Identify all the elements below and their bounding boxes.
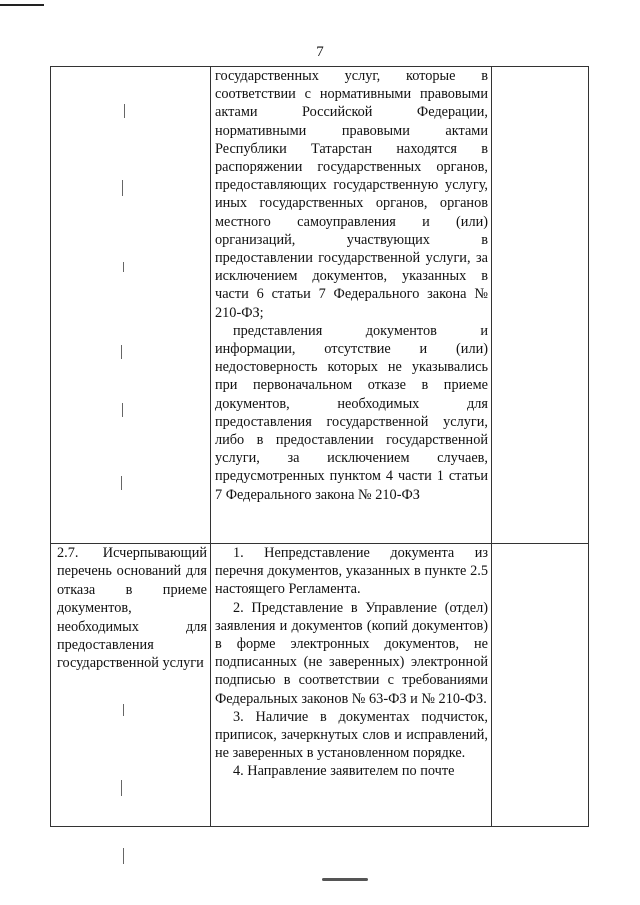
row-2-left-text: 2.7. Исчерпывающий перечень оснований для отказа в приеме документов, необходимых для предоставления государственной услуги xyxy=(57,545,207,672)
scan-artifact xyxy=(123,704,124,716)
row-2-paragraph-2: 2. Представление в Управление (отдел) заявления и документов (копий документов) в форме электронных документов, не подписанных (не заверенных) электронной подписью в соответствии с требованиями Федеральных законов № 63-ФЗ и № 210-ФЗ. xyxy=(215,599,488,707)
scan-corner-mark xyxy=(0,0,44,6)
scan-artifact xyxy=(121,476,122,490)
row-2-right-cell xyxy=(492,543,589,827)
scan-artifact xyxy=(322,878,368,881)
page-number: 7 xyxy=(316,44,324,60)
scan-artifact xyxy=(121,345,122,359)
scan-artifact xyxy=(124,104,125,118)
row-1-paragraph-2: представления документов и информации, отсутствие и (или) недостоверность которых не указывались при первоначальном отказе в приеме документов, необходимых для предоставления государственной услуги, либо в предоставлении государственной услуги, за исключением случаев, предусмотренных пунктом 4 части 1 статьи 7 Федерального закона № 210-ФЗ xyxy=(215,322,488,503)
row-2-paragraph-1: 1. Непредставление документа из перечня документов, указанных в пункте 2.5 настоящего Регламента. xyxy=(215,545,488,598)
row-1-right-cell xyxy=(492,66,589,544)
row-1-paragraph-1: государственных услуг, которые в соответствии с нормативными правовыми актами Российской Федерации, нормативными правовыми актами Республики Татарстан находятся в распоряжении государственных органов, предоставляющих государственную услугу, иных государственных органов, органов местного самоуправления и (или) организаций, участвующих в предоставлении государственной услуги, за исключением документов, указанных в части 6 статьи 7 Федерального закона № 210-ФЗ; xyxy=(215,68,488,321)
row-1-middle-cell xyxy=(211,67,492,544)
regulation-table xyxy=(50,66,492,827)
table-row xyxy=(51,67,492,544)
row-2-middle-cell xyxy=(211,544,492,827)
scan-artifact xyxy=(122,403,123,417)
scan-artifact xyxy=(123,262,124,272)
scan-artifact xyxy=(121,780,122,796)
row-2-paragraph-3: 3. Наличие в документах подчисток, приписок, зачеркнутых слов и исправлений, не заверенных в установленном порядке. xyxy=(215,708,488,762)
row-1-left-cell xyxy=(51,67,211,544)
scan-artifact xyxy=(123,848,124,864)
row-2-left-cell xyxy=(51,544,211,827)
scan-artifact xyxy=(122,180,123,196)
table-row xyxy=(51,544,492,827)
row-2-paragraph-4: 4. Направление заявителем по почте xyxy=(233,763,455,780)
